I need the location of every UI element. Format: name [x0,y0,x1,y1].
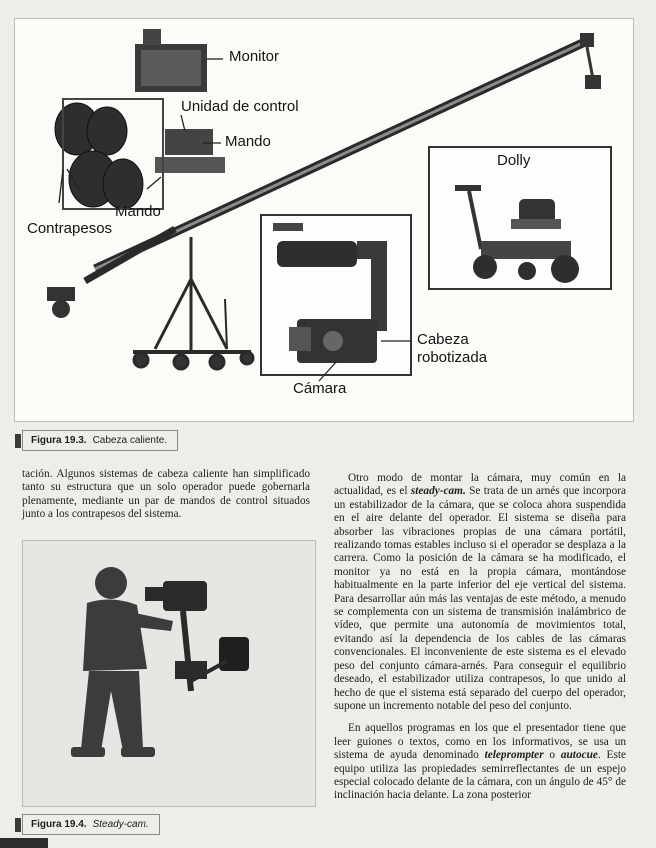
text-run: Otro modo de montar la cámara, muy común en la actualidad, es el [334,472,626,498]
text-run: En aquellos programas en los que el presentador tiene que leer guiones o textos, como en los informativos, se usa un sistema de ayuda denominado [334,722,626,762]
figure-steady-cam [22,540,316,807]
text-run: o [543,749,561,762]
right-column-text [334,472,626,803]
label-contrapesos: Contrapesos [27,220,113,237]
term-autocue: autocue [560,749,598,762]
text-run: . Este equipo utiliza las propiedades semirreflectantes de un espejo especial colocado delante de la cámara, con un ángulo de 45° de inclinación hacia delante. La zona posterior [334,749,626,802]
left-column-text [22,468,310,522]
robotic-head-inset [261,215,411,375]
caption-number: Figura 19.3. [31,435,87,446]
control-unit-shape [165,129,213,155]
text-run: Se trata de un arnés que incorpora un estabilizador de la cámara, que se coloca ahora suspendida en el aire delante del operador. El sistema se diseña para absorber las vibraciones propias de una cámara portátil, realizando tomas estables incluso si el operador se desplaza a la carrera. Como la posición de la cámara se ha modificado, el monitor ya no está en la propia cámara, montándose habitualmente en la parte inferior del eje vertical del sistema. Para desarrollar aún más las ventajas de este método, a menudo se complementa con un sistema de transmisión inalámbrico de vídeo, que permite una autonomía de movimientos total, evitando así la dependencia de los cables de las cámaras convencionales. El inconveniente de este sistema es el elevado peso del conjunto cámara-arnés. Para conseguir el equilibrio deseado, el estabilizador utiliza contrapesos, lo que unido al hecho de que el sistema está separado del cuerpo del operador, supone un incremento notable del peso del conjunto. [334,485,627,712]
label-mando-top: Mando [225,133,271,150]
figure-19-4-caption [22,814,160,835]
mando-shape [155,157,225,173]
figure-19-3-caption [22,430,178,451]
lower-left-head [47,287,75,318]
paragraph-teleprompter [334,722,626,802]
caption-text: Cabeza caliente. [92,435,168,446]
label-mando-bottom: Mando [115,203,161,220]
term-steady-cam: steady-cam. [410,485,466,498]
steadycam-photo [23,541,315,806]
page-number-tab [0,838,48,848]
label-control-unit: Unidad de control [181,98,299,115]
figure-crane-hot-head [14,18,634,422]
monitor-block [135,29,207,92]
label-dolly: Dolly [497,152,531,169]
term-teleprompter: teleprompter [484,749,544,762]
counterweights [55,99,163,209]
label-monitor: Monitor [229,48,280,65]
label-robotic-head: Cabeza robotizada [417,331,488,366]
paragraph: tación. Algunos sistemas de cabeza caliente han simplificado tanto su estructura que un solo operador puede gobernarla plenamente, mediante un par de mandos de control situados junto a los contrapesos del sistema. [22,468,310,521]
top-camera-head [580,33,601,89]
paragraph-steadycam [334,472,626,713]
caption-text: Steady-cam. [92,819,149,830]
label-camera: Cámara [293,380,347,397]
crane-tripod [133,237,253,369]
caption-number: Figura 19.4. [31,819,87,830]
